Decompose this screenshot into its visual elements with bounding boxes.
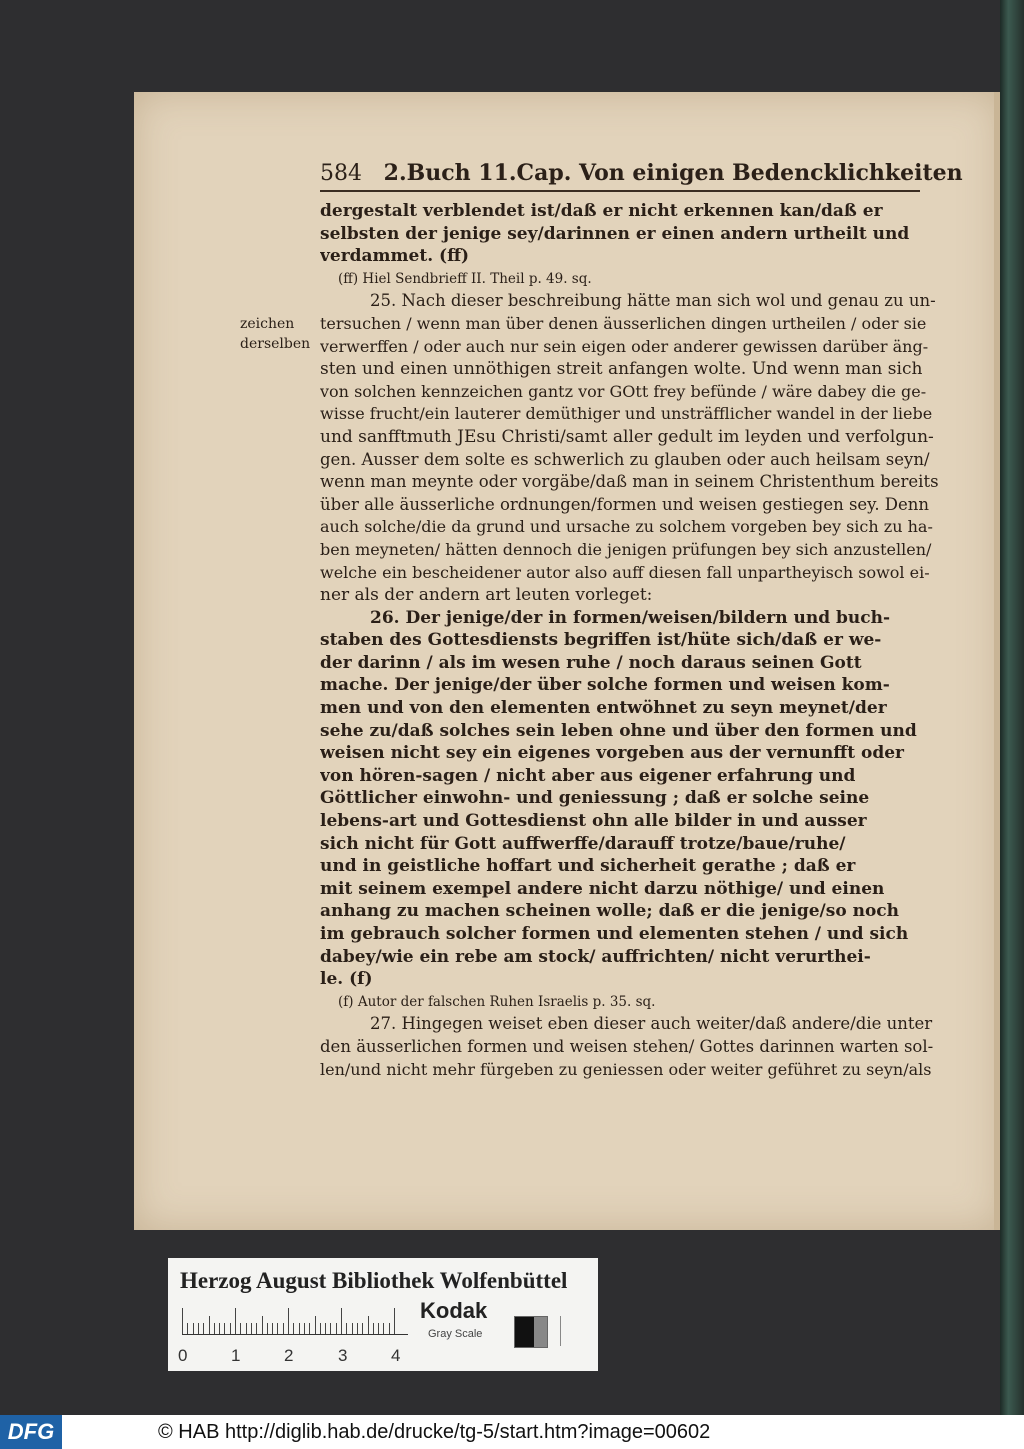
- ruler-tick: [315, 1316, 316, 1334]
- ruler-tick: [262, 1316, 263, 1334]
- dfg-logo: DFG: [0, 1415, 62, 1449]
- library-name: Herzog August Bibliothek Wolfenbüttel: [180, 1268, 568, 1293]
- text-line: wenn man meynte oder vorgäbe/daß man in seinem Christenthum bereits: [320, 472, 939, 492]
- text-line: sehe zu/daß solches sein leben ohne und über den formen und: [320, 720, 917, 741]
- text-line: le. (f): [320, 969, 373, 990]
- page-number: 584: [320, 161, 362, 186]
- ruler-tick: [209, 1316, 210, 1334]
- margin-note-line: zeichen: [240, 316, 295, 332]
- text-line: lebens-art und Gottesdienst ohn alle bilder in und ausser: [320, 811, 867, 832]
- text-line: staben des Gottesdiensts begriffen ist/hüte sich/daß er we-: [320, 630, 882, 651]
- gray-swatch-edge: [560, 1316, 561, 1346]
- ruler-tick: [198, 1323, 199, 1334]
- text-line: tersuchen / wenn man über denen äusserlichen dingen urtheilen / oder sie: [320, 313, 927, 333]
- color-calibration-label: [168, 1258, 598, 1371]
- text-line: und in geistliche hoffart und sicherheit gerathe ; daß er: [320, 856, 856, 877]
- text-line: dergestalt verblendet ist/daß er nicht erkennen kan/daß er: [320, 201, 883, 221]
- text-line: 26. Der jenige/der in formen/weisen/bildern und buch-: [370, 607, 891, 628]
- text-line: auch solche/die da grund und ursache zu solchem vorgeben bey sich zu ha-: [320, 517, 933, 537]
- running-head: [320, 160, 1024, 190]
- text-line: ner als der andern art leuten vorleget:: [320, 585, 653, 606]
- ruler-tick: [214, 1323, 215, 1334]
- ruler-tick: [251, 1323, 252, 1334]
- text-line: von solchen kennzeichen gantz vor GOtt frey befünde / wäre dabey die ge-: [320, 381, 927, 401]
- gray-swatch: [514, 1316, 548, 1348]
- ruler-tick: [320, 1323, 321, 1334]
- text-line: verwerffen / oder auch nur sein eigen oder anderer gewissen darüber äng-: [320, 336, 929, 356]
- ruler-tick: [193, 1323, 194, 1334]
- header-rule: [320, 190, 920, 192]
- text-line: von hören-sagen / nicht aber aus eigener erfahrung und: [320, 765, 856, 786]
- ruler-tick: [341, 1308, 342, 1334]
- ruler-tick: [357, 1323, 358, 1334]
- text-line: men und von den elementen entwöhnet zu seyn meynet/der: [320, 698, 887, 719]
- ruler-tick: [283, 1323, 284, 1334]
- scale-number: 2: [284, 1346, 294, 1365]
- text-line: weisen nicht sey ein eigenes vorgeben aus der vernunfft oder: [320, 743, 905, 764]
- text-line: 25. Nach dieser beschreibung hätte man sich wol und genau zu un-: [370, 291, 936, 311]
- ruler-tick: [272, 1323, 273, 1334]
- ruler-tick: [240, 1323, 241, 1334]
- text-line: und sanfftmuth JEsu Christi/samt aller gedult im leyden und verfolgun-: [320, 426, 934, 447]
- ruler-tick: [203, 1323, 204, 1334]
- copyright-link[interactable]: © HAB http://diglib.hab.de/drucke/tg-5/start.htm?image=00602: [158, 1421, 711, 1443]
- ruler-scale: [182, 1308, 408, 1335]
- body-text: [320, 200, 940, 1081]
- ruler-tick: [383, 1323, 384, 1334]
- text-line: mache. Der jenige/der über solche formen und weisen kom-: [320, 675, 890, 696]
- text-line: 27. Hingegen weiset eben dieser auch weiter/daß andere/die unter: [370, 1014, 933, 1034]
- ruler-tick: [309, 1323, 310, 1334]
- ruler-tick: [277, 1323, 278, 1334]
- kodak-logo: Kodak: [420, 1298, 488, 1323]
- text-line: gen. Ausser dem solte es schwerlich zu glauben oder auch heilsam seyn/: [320, 449, 930, 469]
- text-line: verdammet. (ff): [320, 246, 470, 267]
- ruler-tick: [378, 1323, 379, 1334]
- ruler-tick: [373, 1323, 374, 1334]
- ruler-tick: [368, 1316, 369, 1334]
- text-line: ben meyneten/ hätten dennoch die jenigen prüfungen bey sich anzustellen/: [320, 539, 932, 559]
- scale-number: 1: [231, 1346, 241, 1365]
- text-line: sten und einen unnöthigen streit anfangen wolte. Und wenn man sich: [320, 359, 923, 380]
- scale-number: 0: [178, 1346, 188, 1365]
- ruler-tick: [224, 1323, 225, 1334]
- text-line: wisse frucht/ein lauterer demüthiger und unsträfflicher wandel in der liebe: [320, 404, 933, 424]
- text-line: mit seinem exempel andere nicht darzu nöthige/ und einen: [320, 878, 885, 899]
- ruler-tick: [187, 1323, 188, 1334]
- text-line: im gebrauch solcher formen und elementen stehen / und sich: [320, 924, 909, 944]
- text-line: welche ein bescheidener autor also auff diesen fall unpartheyisch sowol ei-: [320, 562, 930, 582]
- ruler-tick: [336, 1323, 337, 1334]
- ruler-tick: [256, 1323, 257, 1334]
- scale-number: 4: [391, 1346, 401, 1365]
- text-line: dabey/wie ein rebe am stock/ auffrichten/ nicht verurthei-: [320, 946, 871, 967]
- text-line: (ff) Hiel Sendbrieff II. Theil p. 49. sq.: [338, 270, 592, 287]
- ruler-tick: [219, 1323, 220, 1334]
- ruler-tick: [288, 1308, 289, 1334]
- ruler-tick: [394, 1308, 395, 1334]
- text-line: sich nicht für Gott auffwerffe/darauff trotze/baue/ruhe/: [320, 833, 846, 854]
- ruler-tick: [362, 1323, 363, 1334]
- running-head-title: 2.Buch 11.Cap. Von einigen Bedencklichkeiten: [383, 160, 963, 186]
- ruler-tick: [330, 1323, 331, 1334]
- ruler-tick: [293, 1323, 294, 1334]
- adjacent-page-edge: [1000, 0, 1024, 1415]
- text-line: len/und nicht mehr fürgeben zu geniessen oder weiter geführet zu seyn/als: [320, 1059, 932, 1079]
- margin-note-line: derselben: [240, 336, 311, 352]
- ruler-tick: [304, 1323, 305, 1334]
- text-line: der darinn / als im wesen ruhe / noch daraus seinen Gott: [320, 652, 862, 673]
- ruler-tick: [230, 1323, 231, 1334]
- ruler-tick: [389, 1323, 390, 1334]
- book-page: [134, 92, 1000, 1230]
- ruler-tick: [299, 1323, 300, 1334]
- ruler-tick: [246, 1323, 247, 1334]
- ruler-tick: [325, 1323, 326, 1334]
- ruler-tick: [182, 1308, 183, 1334]
- ruler-tick: [352, 1323, 353, 1334]
- text-line: (f) Autor der falschen Ruhen Israelis p. 35. sq.: [338, 993, 656, 1010]
- margin-note: [240, 314, 310, 354]
- text-line: Göttlicher einwohn- und geniessung ; daß er solche seine: [320, 788, 870, 809]
- ruler-tick: [346, 1323, 347, 1334]
- ruler-tick: [235, 1308, 236, 1334]
- text-line: anhang zu machen scheinen wolle; daß er die jenige/so noch: [320, 901, 900, 922]
- gray-scale-label: Gray Scale: [428, 1328, 483, 1340]
- text-line: über alle äusserliche ordnungen/formen und weisen gestiegen sey. Denn: [320, 494, 930, 514]
- ruler-tick: [267, 1323, 268, 1334]
- text-line: selbsten der jenige sey/darinnen er einen andern urtheilt und: [320, 223, 910, 244]
- text-line: den äusserlichen formen und weisen stehen/ Gottes darinnen warten sol-: [320, 1036, 934, 1056]
- scale-number: 3: [338, 1346, 348, 1365]
